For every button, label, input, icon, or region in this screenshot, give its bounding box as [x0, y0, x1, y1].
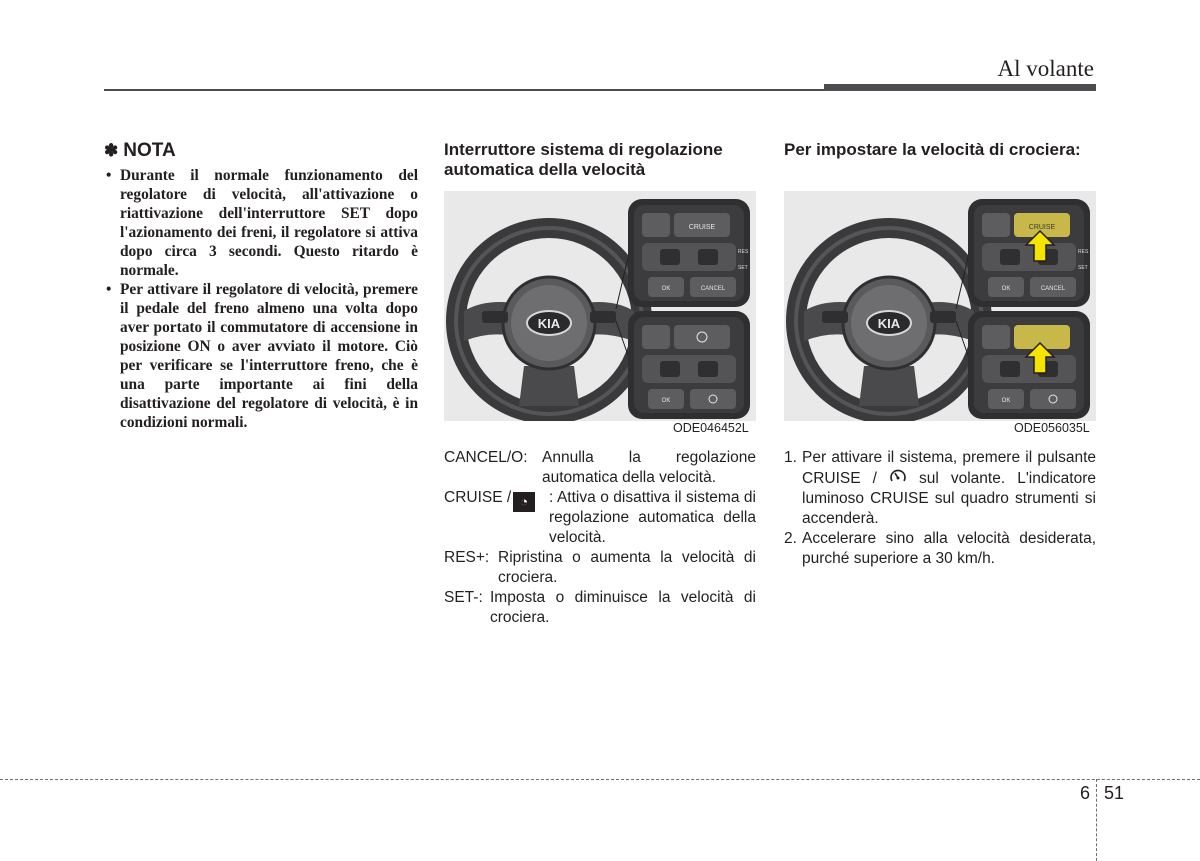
svg-text:RES: RES: [1078, 249, 1089, 255]
note-item-text: Per attivare il regolatore di velocità, premere il pedale del freno almeno una volta dopo aver portato il commutatore di accensione in posizione ON o aver avviato il motore. Ciò per verificare se l'interruttore freno, che è una parte importante ai fini della disattivazione del regolatore di velocità, è in condizioni normali.: [120, 281, 418, 431]
definition-term: SET-:: [444, 589, 483, 606]
header-rule-accent: [824, 84, 1096, 91]
definition-res: [444, 548, 756, 588]
svg-text:SET: SET: [738, 265, 748, 271]
definition-term: [444, 488, 535, 512]
note-star-icon: ✽: [104, 141, 119, 160]
steps-list: [784, 448, 1096, 569]
steering-wheel: [796, 228, 982, 414]
section-set-heading: Per impostare la velocità di crociera:: [784, 140, 1081, 159]
steering-wheel-illustration: [444, 191, 756, 421]
switch-panel-cruise: [968, 199, 1090, 307]
definition-desc: : Attiva o disattiva il sistema di regolazione automatica della velocità.: [549, 489, 756, 546]
figure-code: ODE056035L: [1014, 421, 1090, 435]
page-number: 51: [1104, 783, 1125, 803]
svg-text:OK: OK: [1001, 398, 1011, 404]
svg-text:SET: SET: [1078, 265, 1088, 271]
footer-rule: [0, 779, 1200, 780]
svg-text:CRUISE: CRUISE: [688, 224, 716, 231]
switch-panel-cruise: [628, 199, 750, 307]
step-item: [784, 529, 1096, 569]
bullet-icon: •: [106, 281, 112, 298]
step-text-after: sul volante. L'indicatore luminoso CRUISE sul quadro strumenti si accenderà.: [802, 470, 1096, 527]
svg-text:KIA: KIA: [877, 316, 901, 331]
switch-panel-icon: [628, 311, 750, 419]
steering-wheel: [456, 228, 642, 414]
svg-text:OK: OK: [1001, 286, 1011, 292]
svg-text:CANCEL: CANCEL: [700, 286, 726, 292]
note-item: [104, 166, 418, 280]
bullet-icon: •: [106, 167, 112, 184]
step-number: 2.: [784, 530, 797, 547]
note-heading: [104, 140, 418, 162]
definition-desc: Ripristina o aumenta la velocità di crociera.: [498, 549, 756, 586]
definition-cruise: [444, 488, 756, 548]
definition-set: [444, 588, 756, 628]
step-text-before: Per attivare il sistema, premere il pulsante CRUISE /: [802, 449, 1096, 487]
definition-desc: Annulla la regolazione automatica della velocità.: [542, 449, 756, 486]
header-rule: [104, 89, 824, 91]
svg-text:RES: RES: [738, 249, 749, 255]
svg-text:KIA: KIA: [537, 316, 561, 331]
definition-term: RES+:: [444, 549, 490, 566]
page-header-title: Al volante: [997, 56, 1094, 81]
section-switch-heading: Interruttore sistema di regolazione automatica della velocità: [444, 140, 723, 179]
svg-text:OK: OK: [661, 398, 671, 404]
note-item-text: Durante il normale funzionamento del regolatore di velocità, all'attivazione o riattivazione dell'interruttore SET dopo l'azionamento dei freni, il regolatore si attiva dopo circa 3 secondi. Questo ritardo è normale.: [120, 167, 418, 279]
svg-text:OK: OK: [661, 286, 671, 292]
note-heading-label: NOTA: [123, 140, 176, 161]
steering-wheel-figure: [444, 191, 756, 421]
figure-code: ODE046452L: [673, 421, 749, 435]
definition-term: CANCEL/O:: [444, 449, 528, 466]
steering-wheel-figure-highlight: [784, 191, 1096, 421]
chapter-number: 6: [1080, 783, 1091, 803]
svg-text:CANCEL: CANCEL: [1040, 286, 1066, 292]
note-box: [104, 140, 418, 432]
definition-cancel: [444, 448, 756, 488]
step-number: 1.: [784, 449, 797, 466]
note-list: [104, 166, 418, 432]
cruise-speedometer-icon: ◔: [513, 492, 535, 512]
switch-panel-icon: [968, 311, 1090, 419]
definition-desc: Imposta o diminuisce la velocità di crociera.: [490, 589, 756, 626]
steering-wheel-illustration: [784, 191, 1096, 421]
step-item: [784, 448, 1096, 529]
svg-text:CRUISE: CRUISE: [1028, 224, 1056, 231]
footer-divider: [1096, 779, 1097, 861]
definition-term-label: CRUISE /: [444, 489, 512, 506]
note-item: [104, 280, 418, 432]
cruise-speedometer-icon: [889, 468, 907, 486]
step-text: Accelerare sino alla velocità desiderata, purché superiore a 30 km/h.: [802, 530, 1096, 567]
